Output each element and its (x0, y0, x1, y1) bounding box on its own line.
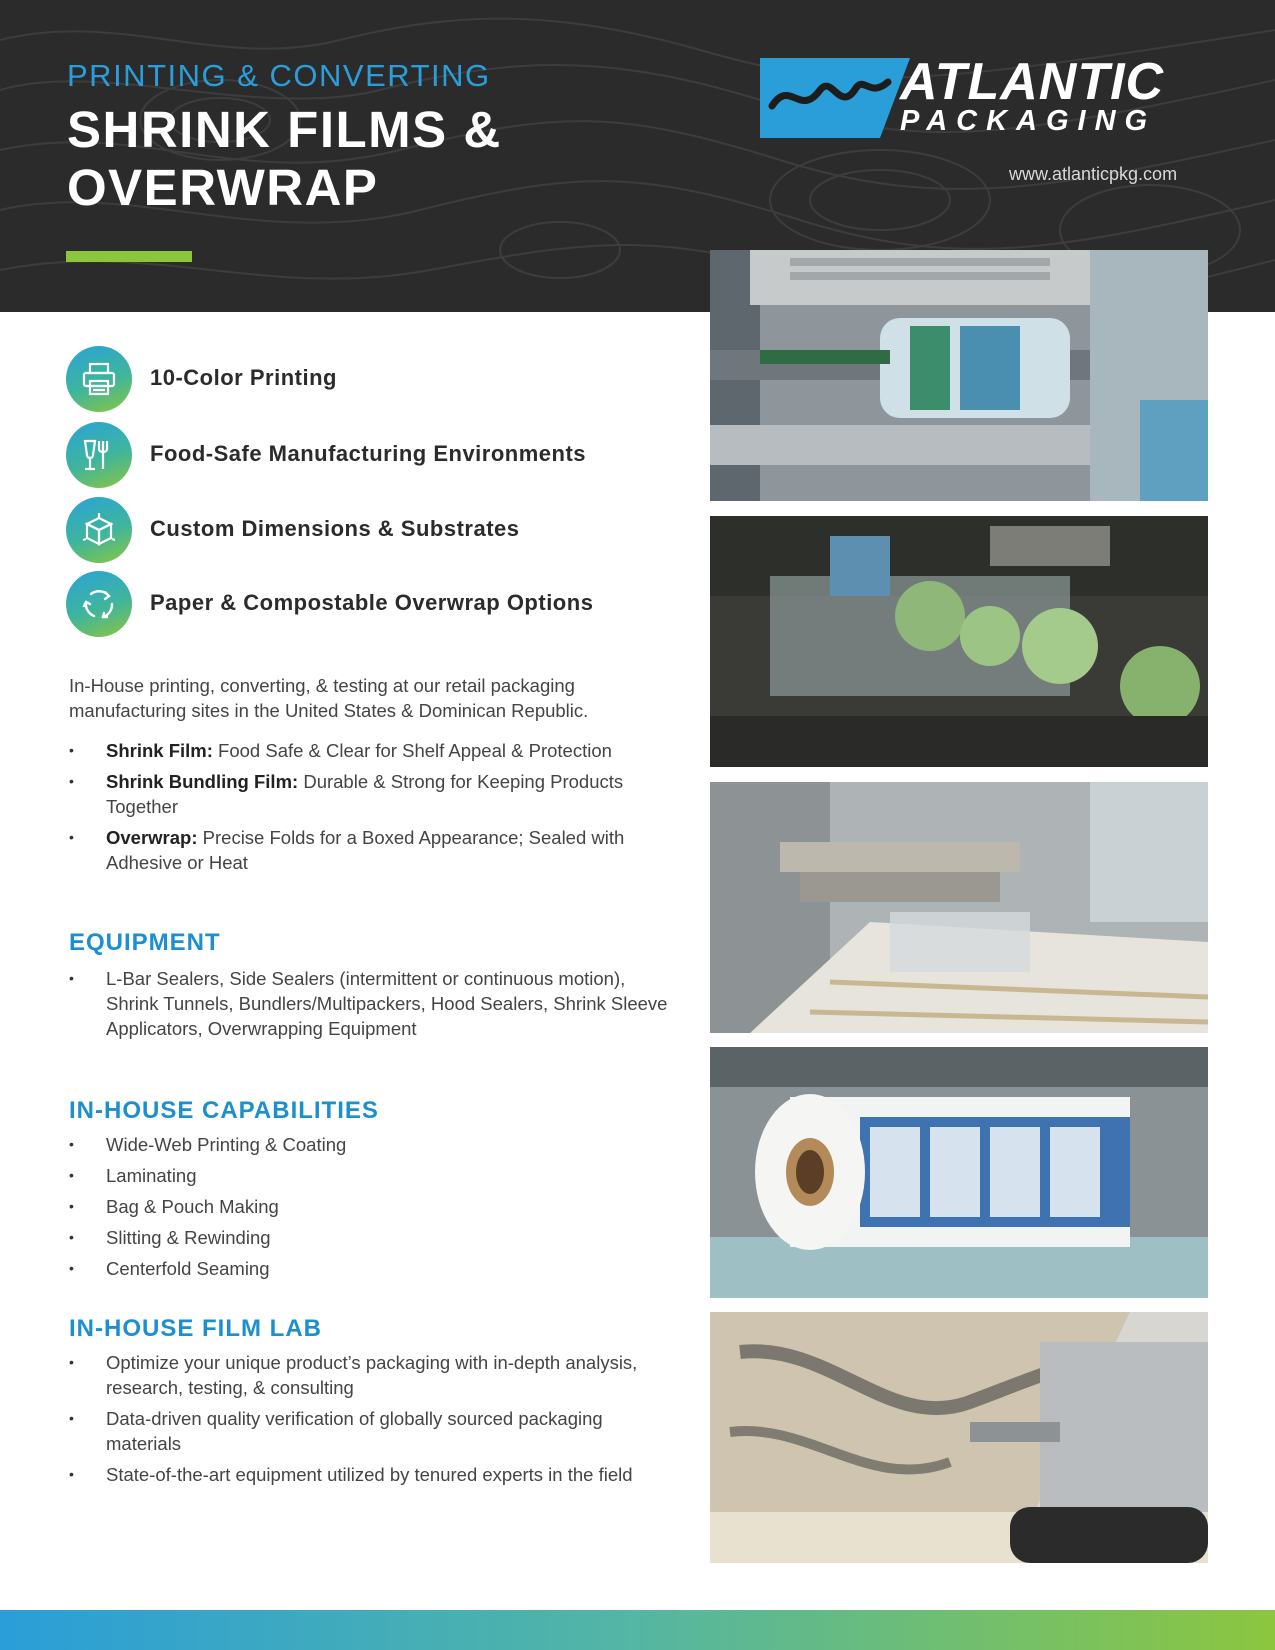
film-desc: Durable & Strong for Keeping Products Together (106, 771, 624, 817)
feature-item (66, 422, 666, 488)
title-line-1: SHRINK FILMS & (67, 101, 502, 158)
accent-bar (66, 251, 192, 262)
list-item: • Slitting & Rewinding (69, 1225, 669, 1250)
feature-label: Custom Dimensions & Substrates (150, 516, 520, 541)
list-item: • Laminating (69, 1163, 669, 1188)
list-item: • Wide-Web Printing & Coating (69, 1132, 669, 1157)
section-heading-capabilities: IN-HOUSE CAPABILITIES (69, 1097, 379, 1124)
film-type-list (69, 738, 669, 881)
list-item (69, 825, 669, 875)
list-item: • Optimize your unique product’s packaging with in-depth analysis, research, testing, & consulting (69, 1350, 669, 1400)
capabilities-list (69, 1132, 669, 1287)
section-heading-film-lab: IN-HOUSE FILM LAB (69, 1315, 322, 1342)
title-line-2: OVERWRAP (67, 159, 379, 216)
list-item: • L-Bar Sealers, Side Sealers (intermittent or continuous motion), Shrink Tunnels, Bundlers/Multipackers, Hood Sealers, Shrink Sleeve Applicators, Overwrapping Equipment (69, 966, 669, 1041)
film-desc: Precise Folds for a Boxed Appearance; Sealed with Adhesive or Heat (106, 827, 625, 873)
feature-label: 10-Color Printing (150, 365, 337, 390)
logo-sub: PACKAGING (900, 105, 1157, 137)
feature-item (66, 571, 666, 637)
list-item (69, 738, 669, 763)
film-desc: Food Safe & Clear for Shelf Appeal & Protection (218, 740, 612, 761)
photo-film-lab-roll (710, 1312, 1208, 1563)
feature-icon-circle (66, 497, 132, 563)
equipment-list (69, 966, 669, 1047)
feature-label: Food-Safe Manufacturing Environments (150, 441, 587, 466)
logo-name: ATLANTIC (900, 53, 1165, 111)
list-item: • State-of-the-art equipment utilized by tenured experts in the field (69, 1462, 669, 1487)
photo-printing-roll (710, 250, 1208, 501)
photo-sealer-equipment (710, 782, 1208, 1033)
photo-printed-film-roll (710, 1047, 1208, 1298)
recycle-icon (81, 586, 117, 622)
list-item: • Data-driven quality verification of globally sourced packaging materials (69, 1406, 669, 1456)
feature-icon-circle (66, 571, 132, 637)
film-lab-list (69, 1350, 669, 1493)
feature-item (66, 346, 666, 412)
list-item: • Centerfold Seaming (69, 1256, 669, 1281)
food-safe-icon (81, 437, 117, 473)
kicker-text: PRINTING & CONVERTING (67, 58, 491, 93)
list-item: • Bag & Pouch Making (69, 1194, 669, 1219)
feature-icon-circle (66, 422, 132, 488)
film-term: Shrink Bundling Film: (106, 771, 299, 792)
section-heading-equipment: EQUIPMENT (69, 929, 221, 956)
bottom-gradient-bar (0, 1610, 1275, 1650)
feature-icon-circle (66, 346, 132, 412)
feature-item (66, 497, 666, 563)
dimensions-cube-icon (81, 512, 117, 548)
film-term: Shrink Film: (106, 740, 213, 761)
feature-label: Paper & Compostable Overwrap Options (150, 590, 594, 615)
intro-paragraph: In-House printing, converting, & testing at our retail packaging manufacturing sites in the United States & Dominican Republic. (69, 675, 589, 721)
film-term: Overwrap: (106, 827, 198, 848)
list-item (69, 769, 669, 819)
website-link[interactable]: www.atlanticpkg.com (1009, 164, 1178, 184)
logo-wave-mark (760, 58, 910, 138)
page-title (67, 101, 627, 217)
printer-icon (81, 361, 117, 397)
atlantic-packaging-logo (760, 53, 1210, 138)
photo-produce-wrapping (710, 516, 1208, 767)
